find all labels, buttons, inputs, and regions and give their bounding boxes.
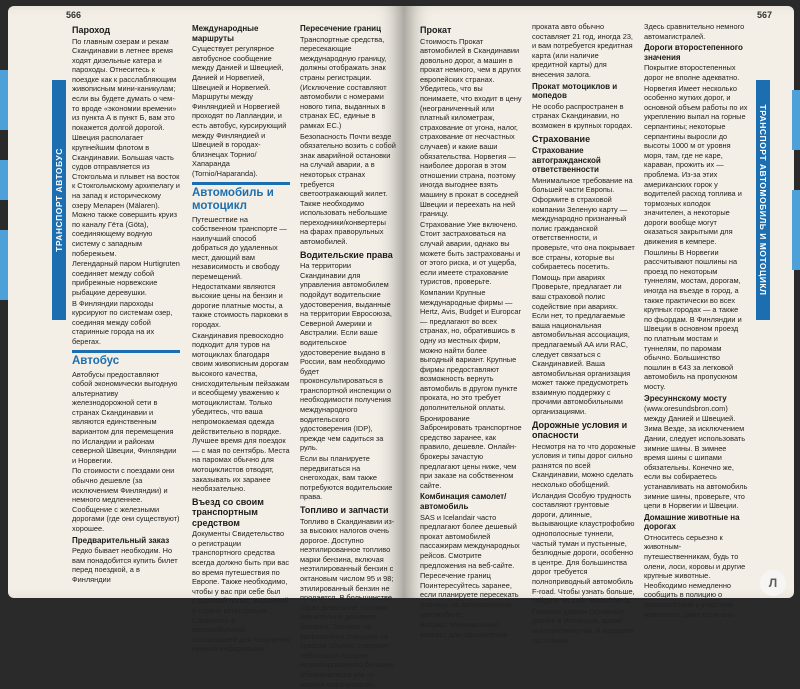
paragraph: Бронирование Забронировать транспортное средство заранее, как правило, дешевле. Онлайн-брокеры зачастую предлагают цены ниже, чем при заказе на собственном сайте. xyxy=(420,414,522,491)
left-column-3 xyxy=(300,22,396,592)
heading: Домашние животные на дорогах xyxy=(644,513,748,532)
paragraph: Несмотря на то что дорожные условия и типы дорог сильно разнятся по всей Скандинавии, можно сделать несколько обобщений. xyxy=(532,442,636,490)
paragraph: По главным озерам и рекам Скандинавии в летнее время ходят дизельные катера и пароходы. Отнеситесь к поездке как к расслабляющим живописным мини-каникулам; если вы будете думать о чем-то вроде «экономии времени» из пункта А в пункт Б, вам это покажется долгой дорогой. xyxy=(72,37,180,133)
paragraph: Возраст Минимальный возраст для оформления xyxy=(420,620,522,639)
paragraph: Редко бывает необходим. Но вам понадобится купить билет перед поездкой, а в Финляндии xyxy=(72,546,180,584)
heading: Комбинация самолет/автомобиль xyxy=(420,492,522,511)
thumb-index-mark xyxy=(0,70,8,130)
heading: Въезд со своим транспортным средством xyxy=(192,497,290,529)
paragraph: По стоимости с поездами они обычно дешевле (за исключением Финляндии) и немного медленнее. Сообщение с железными дорогами (где они существуют) хорошее. xyxy=(72,466,180,533)
heading: Водительские права xyxy=(300,250,396,261)
heading: Дороги второстепенного значения xyxy=(644,43,748,62)
paragraph: Топливо в Скандинавии из-за высоких налогов очень дорогое. Доступно неэтилированное топливо марки бензина, включая неэтилированный бензин с октановым числом 95 и 98; этилированный бензин не продается. В большинстве стран дизельное топливо значительно дешевле бензина. Топливо на заправочных станциях на трассах обычно содержит небольшой процент неэтилированного бензина, обозначаемого как «с черной маркировкой». xyxy=(300,517,396,689)
heading: Пароход xyxy=(72,25,180,36)
paragraph: В Финляндии пароходы курсируют по системам озер, соединяя между собой старинные города на их берегах. xyxy=(72,299,180,347)
paragraph: Если вы планируете передвигаться на снегоходах, вам также потребуются водительские права. xyxy=(300,454,396,502)
right-column-2 xyxy=(532,22,636,592)
page-number-right: 567 xyxy=(757,10,772,20)
paragraph: Относитесь серьезно к животным-путешественникам, будь то олени, лоси, коровы и другие крупные животные. Необходимо немедленно сообщить в полицию о происшествии с участием животного, даже если оно xyxy=(644,533,748,619)
paragraph: Стоимость Прокат автомобилей в Скандинавии довольно дорог, а машин в прокат немного, чем в других европейских странах. Убедитесь, что вы понимаете, что входит в цену (неограниченный или платный километраж, страхование от угона, налог, страхование от несчастных случаев) и какие ваши обязательства. Норвегия — наиболее дорогая в этом отношении страна, поэтому иногда выгоднее взять машину в прокат в соседней Швеции и переехать на ней границу. xyxy=(420,37,522,219)
right-page xyxy=(404,6,794,598)
heading: Автомобиль и мотоцикл xyxy=(192,182,290,213)
paragraph: Компании Крупные международные фирмы — Hertz, Avis, Budget и Europcar — предлагают во всех странах, но, обратившись в одну из местных фирм, можно найти более выгодный вариант. Крупные фирмы предоставляют возможность вернуть автомобиль в другом пункте проката, но это требует дополнительной оплаты. xyxy=(420,288,522,413)
paragraph: проката авто обычно составляет 21 год, иногда 23, и вам потребуется кредитная карта (или наличие кредитной карты) для внесения залога. xyxy=(532,22,636,80)
paragraph: Легендарный паром Hurtigruten соединяет между собой прибрежные норвежские рыбацкие деревушки. xyxy=(72,259,180,297)
watermark-logo: Л xyxy=(760,570,786,596)
paragraph: Главные дороги Основные дороги в Исландии, кроме вышеупомянутых, в хорошем состоянии. xyxy=(532,607,636,645)
heading: Дорожные условия и опасности xyxy=(532,420,636,441)
thumb-index-mark xyxy=(792,90,800,150)
paragraph: Пошлины В Норвегии рассчитывают пошлины на проезд по некоторым туннелям, мостам, дорогам, иногда на въезде в город, а также практически во всех крупных городах — а также по фьордам. В Финляндии и Швеции в основном проезд по платным мостам и туннелям, по паромам обычно. Большинство пошлин в €43 за легковой автомобиль на пропускном мосту. xyxy=(644,248,748,392)
heading: Страхование xyxy=(532,134,636,145)
heading: Автобус xyxy=(72,350,180,368)
paragraph: Покрытие второстепенных дорог не вполне адекватно. xyxy=(644,63,748,82)
thumb-index-mark xyxy=(792,190,800,270)
paragraph: Не особо распространен в странах Скандинавии, но возможен в крупных городах. xyxy=(532,102,636,131)
paragraph: Швеция располагает крупнейшим флотом в Скандинавии. Большая часть судов отправляется из Стокгольма и плывет на восток к Стокгольмскому архипелагу и на запад к историческому озеру Меларен (Mälaren). Можно также совершить круиз по каналу Гёта (Göta), соединяющему водную систему с западным побережьем. xyxy=(72,133,180,258)
paragraph: Безопасность Почти везде обязательно возить с собой знак аварийной остановки на случай аварии, а в некоторых странах требуется светоотражающий жилет. Также необходимо использовать небольшие переходники/конвертеры на фарах праворульных автомобилей. xyxy=(300,132,396,247)
page-number-left: 566 xyxy=(66,10,81,20)
paragraph: Минимальное требование на большей части Европы. Оформите в страховой компании Зеленую карту — международно признанный полис гражданской ответственности, и проверьте, что она покрывает все страны, которые вы собираетесь посетить. xyxy=(532,176,636,272)
paragraph: Здесь сравнительно немного автомагистралей. xyxy=(644,22,748,41)
heading: Международные маршруты xyxy=(192,24,290,43)
paragraph: Существует регулярное автобусное сообщение между Данией и Швецией, Данией и Норвегией, Швецией и Норвегией. Маршруты между Финляндией и Норвегией проходят по Лапландии, и есть автобус, курсирующий между Финляндией и Швецией в городах-близнецах Торнио/Хапаранда (Tornio/Haparanda). xyxy=(192,44,290,178)
left-column-1 xyxy=(72,22,180,592)
paragraph: SAS и Icelandair часто предлагают более дешевый прокат автомобилей пассажирам международных рейсов. Смотрите предложения на веб-сайте. xyxy=(420,513,522,571)
paragraph: Исландия Особую трудность составляют грунтовые дороги, длинные, вызывающие клаустрофобию однополосные туннели, частый туман и пустынные, безлюдные дороги, особенно в центре. Для большинства дорог требуется полноприводный автомобиль F-road. Чтобы узнать больше, зайдите на сайт www.drive.is. xyxy=(532,491,636,606)
right-column-3 xyxy=(644,22,748,592)
paragraph: Помощь при авариях Проверьте, предлагает ли ваш страховой полис содействие при авариях. Если нет, то предлагаемые ваша национальная автомобильная ассоциация, предлагаемый AA или RAC, следует связаться с Скандинавией. Ваша автомобильная организация может также предусмотреть взаимную поддержку с прочими автомобильными организациями. xyxy=(532,273,636,417)
section-tab-left xyxy=(52,80,66,320)
heading: Предварительный заказ xyxy=(72,536,180,546)
section-tab-left-label: ТРАНСПОРТ АВТОБУС xyxy=(54,148,64,252)
thumb-index-mark xyxy=(0,160,8,200)
paragraph: На территории Скандинавии для управления автомобилем подойдут водительские удостоверения, выданные на территории Евросоюза, Северной Америки и Австралии. Если ваше водительское удостоверение выдано в России, вам необходимо будет проконсультироваться в транспортной инспекции о необходимости получения международного водительского удостоверения (IDP), прежде чем садиться за руль. xyxy=(300,261,396,453)
paragraph: Зима Везде, за исключением Дании, следует использовать зимние шины. В зимнее время шины с шипами обязательны. Конечно же, если вы собираетесь устанавливать на автомобиль зимние шины, проверьте, что цепи в Норвегии и Швеции. xyxy=(644,424,748,510)
paragraph: (www.oresundsbron.com) между Данией и Швецией. xyxy=(644,404,748,423)
heading: Пересечение границ xyxy=(300,24,396,34)
paragraph: Страхование Уже включено. Стоит застраховаться на случай аварии, однако вы можете быть застрахованы и от этого риска, и от ущерба, если имеете страхование туристов, проверьте. xyxy=(420,220,522,287)
left-column-2 xyxy=(192,22,290,592)
paragraph: Скандинавия превосходно подходит для туров на мотоциклах благодаря своим живописным дорогам высокого качества, снисходительным пейзажам и всеобщему уважению к мотоциклистам. Только убедитесь, что ваша непромокаемая одежда действительно в порядке. Лучшее время для поездок — с мая по сентябрь. Места на паромах обычно для мотоциклистов отводят, заказывать их заранее необязательно. xyxy=(192,331,290,494)
section-tab-right-label: ТРАНСПОРТ АВТОМОБИЛЬ И МОТОЦИКЛ xyxy=(758,105,768,296)
left-page xyxy=(8,6,404,598)
heading: Прокат xyxy=(420,25,522,36)
paragraph: Путешествие на собственном транспорте — наилучший способ добраться до удаленных мест, дающий вам независимость и свободу перемещений. Недостатками являются высокие цены на бензин и дорогие платные мосты, а также стоимость парковки в городах. xyxy=(192,215,290,330)
heading: Эресуннскому мосту xyxy=(644,394,748,404)
heading: Страхование автогражданской ответственности xyxy=(532,146,636,175)
paragraph: Транспортные средства, пересекающие международную границу, должны отображать знак страны регистрации. (Исключение составляют автомобили с номерами нового типа, выданных в странах ЕС, единые в рамках ЕС.) xyxy=(300,35,396,131)
paragraph: Документы Свидетельство о регистрации транспортного средства всегда должно быть при вас во время путешествия по Европе. Также необходимо, чтобы у вас при себе был страховой полис, выданный в стране регистрации. Свяжитесь с автомобильной ассоциацией для получения нужной информации. xyxy=(192,529,290,654)
section-tab-right xyxy=(756,80,770,320)
paragraph: Пересечение границ Поинтересуйтесь заранее, если планируете пересекать границы на арендованном автомобиле. xyxy=(420,571,522,619)
paragraph: Норвегия Имеет несколько особенно жутких дорог, и основной объем работы по их укреплению выпал на горные серпантины; некоторые серпантины выросли до высоты 1000 м от уровня моря, там, где не каре, караван, прожить их — проблема. Из-за этих американских горок у водителей расход топлива и тормозных колодок значителен, а некоторые дороги вообще могут оказаться закрытыми для движения в кемпере. xyxy=(644,84,748,247)
thumb-index-mark xyxy=(0,230,8,300)
right-column-1 xyxy=(420,22,522,592)
heading: Прокат мотоциклов и мопедов xyxy=(532,82,636,101)
paragraph: Автобусы предоставляют собой экономически выгодную альтернативу железнодорожной сети в странах Скандинавии и являются единственным вариантом для перемещения по Исландии и районам северной Швеции, Финляндии и Норвегии. xyxy=(72,370,180,466)
heading: Топливо и запчасти xyxy=(300,505,396,516)
